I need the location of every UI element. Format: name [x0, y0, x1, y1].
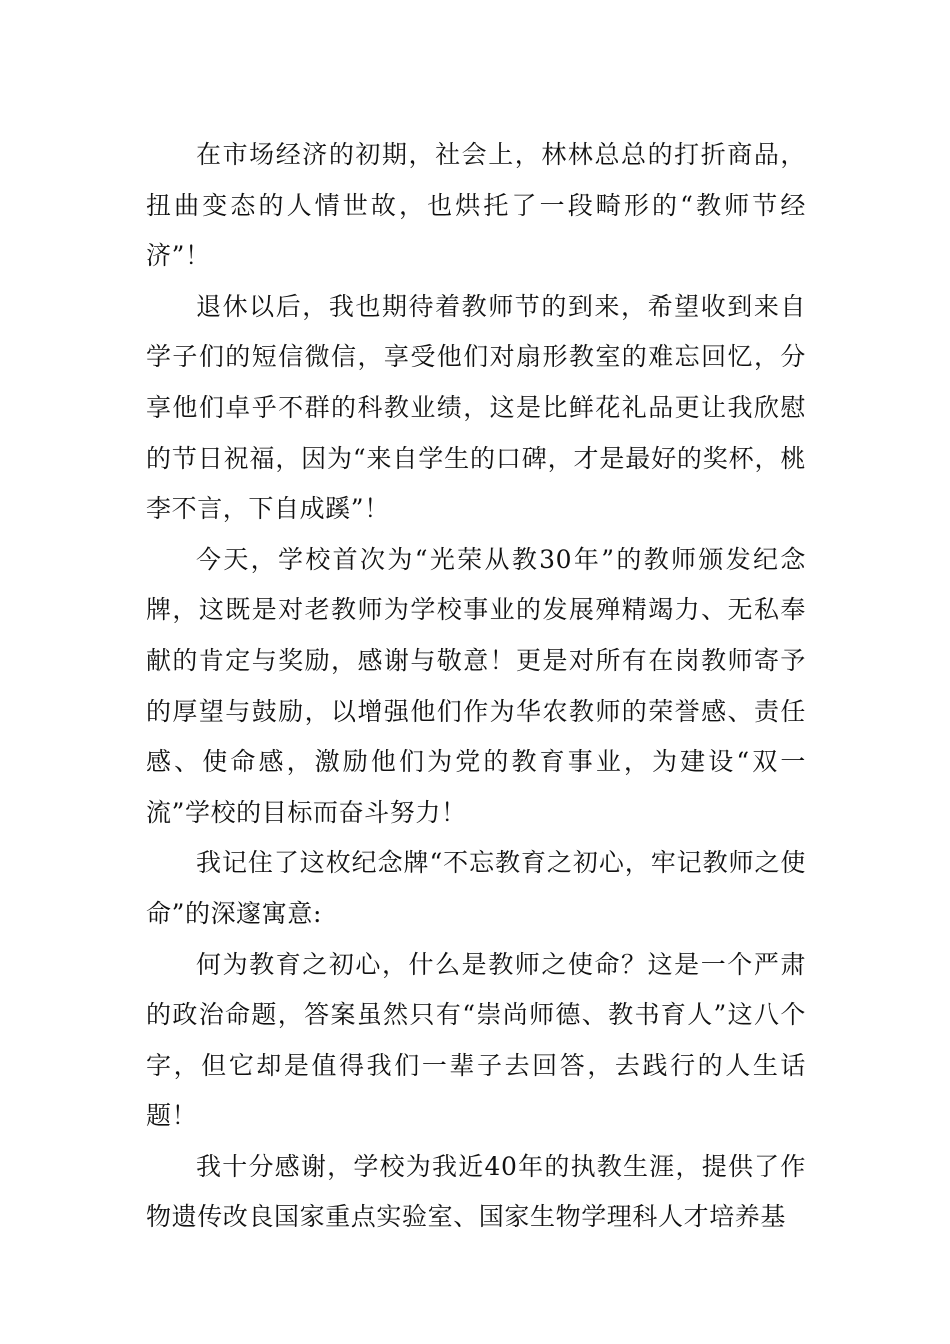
paragraph-original-aspiration: 何为教育之初心，什么是教师之使命？这是一个严肃的政治命题，答案虽然只有“崇尚师德、教书育人”这八个字，但它却是值得我们一辈子去回答，去践行的人生话题！ [146, 949, 806, 1131]
paragraph-plaque-meaning: 我记住了这枚纪念牌“不忘教育之初心，牢记教师之使命”的深邃寓意: [146, 848, 806, 928]
paragraph-gratitude: 我十分感谢，学校为我近40年的执教生涯，提供了作物遗传改良国家重点实验室、国家生物学理科人才培养基 [146, 1151, 806, 1232]
document-body [146, 130, 806, 1243]
paragraph-teachers-day-economy: 在市场经济的初期，社会上，林林总总的打折商品，扭曲变态的人情世故，也烘托了一段畸形的“教师节经济”！ [146, 140, 806, 271]
paragraph-commemorative-plaque: 今天，学校首次为“光荣从教30年”的教师颁发纪念牌，这既是对老教师为学校事业的发展殚精竭力、无私奉献的肯定与奖励，感谢与敬意！更是对所有在岗教师寄予的厚望与鼓励，以增强他们作为华农教师的荣誉感、责任感、使命感，激励他们为党的教育事业，为建设“双一流”学校的目标而奋斗努力！ [146, 544, 806, 827]
paragraph-retirement: 退休以后，我也期待着教师节的到来，希望收到来自学子们的短信微信，享受他们对扇形教室的难忘回忆，分享他们卓乎不群的科教业绩，这是比鲜花礼品更让我欣慰的节日祝福，因为“来自学生的口碑，才是最好的奖杯，桃李不言，下自成蹊”！ [146, 291, 806, 524]
